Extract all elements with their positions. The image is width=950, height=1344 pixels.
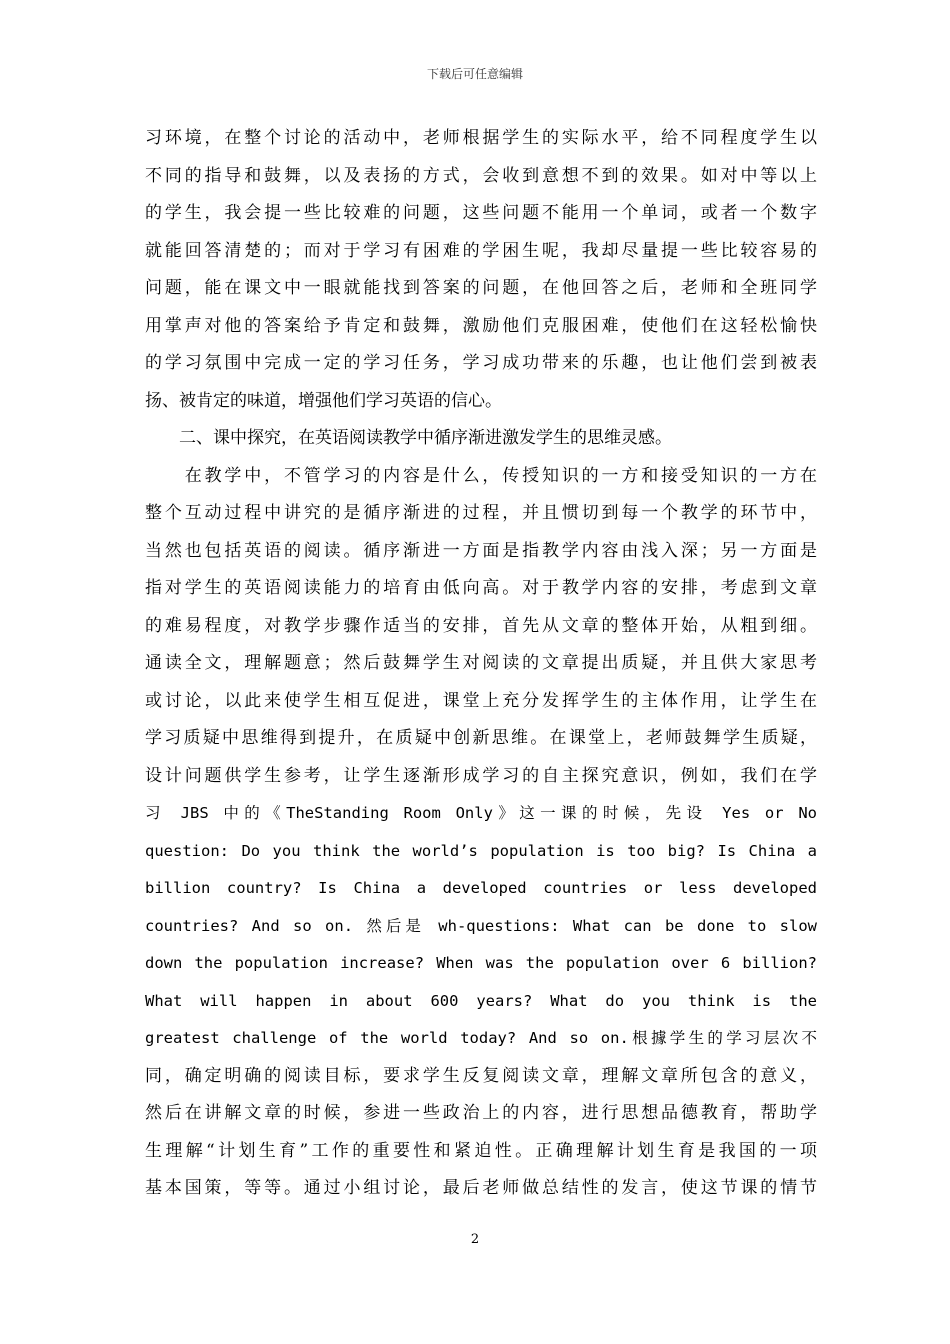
body-line: 同，确定明确的阅读目标，要求学生反复阅读文章，理解文章所包含的意义， [145, 1065, 817, 1086]
body-line: 当然也包括英语的阅读。循序渐进一方面是指教学内容由浅入深；另一方面是 [145, 540, 817, 561]
section-heading: 二、课中探究，在英语阅读教学中循序渐进激发学生的思维灵感。 [145, 428, 672, 448]
body-line: What will happen in about 600 years? What do you think is the [145, 991, 817, 1010]
body-line: 指对学生的英语阅读能力的培育由低向高。对于教学内容的安排，考虑到文章 [145, 578, 817, 598]
body-line: 或讨论，以此来使学生相互促进，课堂上充分发挥学生的主体作用，让学生在 [145, 690, 817, 711]
document-body [145, 120, 817, 1208]
body-line: 通读全文，理解题意；然后鼓舞学生对阅读的文章提出质疑，并且供大家思考 [145, 653, 817, 673]
page-number: 2 [470, 1232, 480, 1247]
body-line: 生理解“计划生育”工作的重要性和紧迫性。正确理解计划生育是我国的一项 [145, 1140, 817, 1161]
body-line: question: Do you think the world’s population is too big? Is China a [145, 841, 817, 860]
body-line: 的难易程度，对教学步骤作适当的安排，首先从文章的整体开始，从粗到细。 [145, 615, 817, 636]
body-line: 基本国策，等等。通过小组讨论，最后老师做总结性的发言，使这节课的情节 [145, 1178, 817, 1198]
body-line: 的学生，我会提一些比较难的问题，这些问题不能用一个单词，或者一个数字 [145, 203, 817, 223]
body-line: 问题，能在课文中一眼就能找到答案的问题，在他回答之后，老师和全班同学 [145, 278, 817, 298]
body-line: 设计问题供学生参考，让学生逐渐形成学习的自主探究意识，例如，我们在学 [145, 765, 817, 786]
body-line: billion country? Is China a developed countries or less developed [145, 879, 817, 897]
body-line: 习环境，在整个讨论的活动中，老师根据学生的实际水平，给不同程度学生以 [145, 128, 817, 148]
body-line: 整个互动过程中讲究的是循序渐进的过程，并且惯切到每一个教学的环节中， [145, 503, 817, 523]
body-line: down the population increase? When was the population over 6 billion? [145, 954, 817, 972]
body-line: 不同的指导和鼓舞，以及表扬的方式，会收到意想不到的效果。如对中等以上 [145, 165, 817, 186]
body-line: countries? And so on. 然后是 wh-questions: What can be done to slow [145, 916, 817, 935]
body-line: 用掌声对他的答案给予肯定和鼓舞，激励他们克服困难，使他们在这轻松愉快 [145, 315, 817, 336]
body-line: 然后在讲解文章的时候，参进一些政治上的内容，进行思想品德教育，帮助学 [145, 1103, 817, 1123]
body-line: 的学习氛围中完成一定的学习任务，学习成功带来的乐趣，也让他们尝到被表 [145, 353, 817, 373]
body-line: 习 JBS 中的《TheStanding Room Only》这一课的时候，先设 Yes or No [145, 804, 817, 822]
body-line: 扬、被肯定的味道，增强他们学习英语的信心。 [145, 390, 502, 411]
body-line: 学习质疑中思维得到提升，在质疑中创新思维。在课堂上，老师鼓舞学生质疑， [145, 728, 817, 748]
body-line: 在教学中，不管学习的内容是什么，传授知识的一方和接受知识的一方在 [145, 465, 817, 486]
page-header: 下载后可任意编辑 [426, 67, 523, 81]
body-line: greatest challenge of the world today? And so on.根據学生的学习层次不 [145, 1029, 817, 1047]
body-line: 就能回答清楚的；而对于学习有困难的学困生呢，我却尽量提一些比较容易的 [145, 240, 817, 261]
